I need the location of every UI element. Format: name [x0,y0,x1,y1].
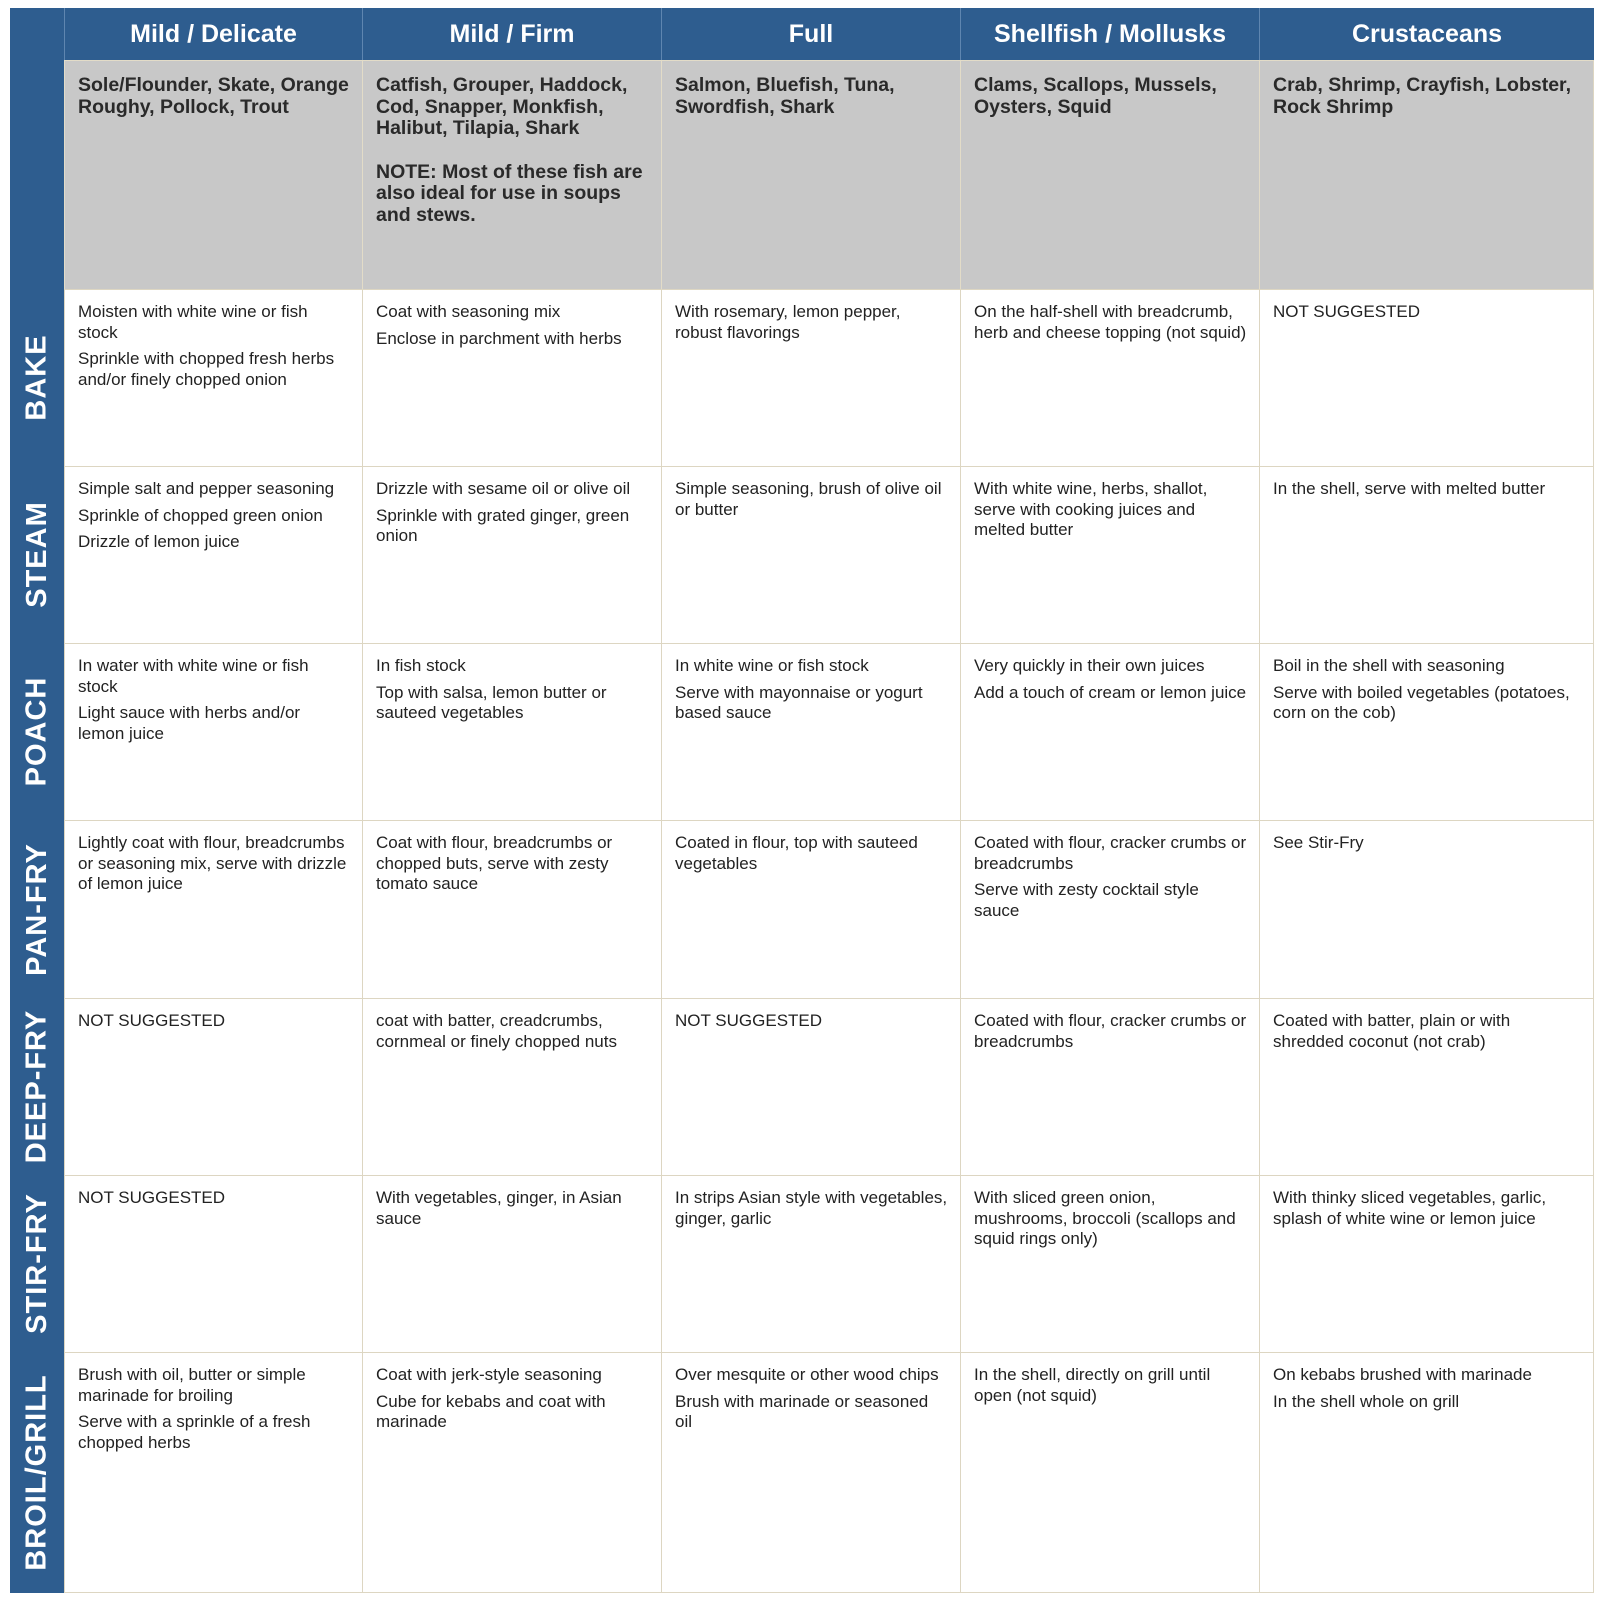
cell-line: Simple salt and pepper seasoning [78,479,335,498]
method-label-steam [10,466,64,643]
method-cell [960,466,1259,643]
method-cell [64,998,362,1175]
cell-line: Brush with oil, butter or simple marinade for broiling [78,1365,306,1405]
cell-line: With rosemary, lemon pepper, robust flavorings [675,302,901,342]
cell-line: Cube for kebabs and coat with marinade [376,1391,606,1431]
cell-line: With thinky sliced vegetables, garlic, splash of white wine or lemon juice [1273,1188,1547,1228]
method-cell [661,466,960,643]
method-cell [661,1175,960,1352]
column-header: Full [661,8,960,60]
column-header: Mild / Delicate [64,8,362,60]
cell-line: With white wine, herbs, shallot, serve with cooking juices and melted butter [974,479,1208,539]
cell-line: NOT SUGGESTED [78,1188,226,1207]
cell-line: Drizzle with sesame oil or olive oil [376,479,631,498]
cell-line: Simple seasoning, brush of olive oil or butter [675,479,942,519]
cell-line: Coated with flour, cracker crumbs or breadcrumbs [974,833,1247,873]
method-cell [64,643,362,820]
method-label-bake [10,289,64,466]
cell-line: In the shell whole on grill [1273,1391,1460,1411]
method-cell [661,820,960,998]
column-header: Shellfish / Mollusks [960,8,1259,60]
method-cell [1259,998,1594,1175]
fish-list-cell [362,60,661,289]
cell-line: Coat with seasoning mix [376,302,561,321]
method-cell [362,1175,661,1352]
method-label-text: BROIL/GRILL [20,1374,53,1571]
fish-list-text: Crab, Shrimp, Crayfish, Lobster, Rock Shrimp [1273,74,1571,118]
fish-list-text: Salmon, Bluefish, Tuna, Swordfish, Shark [675,74,895,118]
cell-line: Brush with marinade or seasoned oil [675,1391,929,1431]
fish-list-cell [64,60,362,289]
column-header: Mild / Firm [362,8,661,60]
cell-line: Add a touch of cream or lemon juice [974,682,1247,702]
method-cell [1259,1175,1594,1352]
method-cell [362,820,661,998]
method-cell [64,289,362,466]
cell-line: Enclose in parchment with herbs [376,328,622,348]
method-cell [1259,466,1594,643]
method-cell [362,289,661,466]
method-cell [64,1175,362,1352]
cell-line: Light sauce with herbs and/or lemon juice [78,703,301,743]
method-label-text: DEEP-FRY [20,1009,53,1164]
cell-line: See Stir-Fry [1273,833,1364,852]
cell-line: In water with white wine or fish stock [78,656,309,696]
cell-line: Serve with boiled vegetables (potatoes, corn on the cob) [1273,682,1570,722]
cell-line: NOT SUGGESTED [78,1011,226,1030]
cell-line: Coat with jerk-style seasoning [376,1365,602,1384]
fish-list-cell [1259,60,1594,289]
method-cell [362,1352,661,1593]
cell-line: Sprinkle with chopped fresh herbs and/or finely chopped onion [78,349,335,389]
method-cell [661,998,960,1175]
cell-line: Sprinkle with grated ginger, green onion [376,505,630,545]
cell-line: Very quickly in their own juices [974,656,1205,675]
cell-line: Boil in the shell with seasoning [1273,656,1505,675]
cell-line: On kebabs brushed with marinade [1273,1365,1532,1384]
cell-line: In strips Asian style with vegetables, ginger, garlic [675,1188,948,1228]
method-cell [960,1352,1259,1593]
cell-line: Top with salsa, lemon butter or sauteed vegetables [376,682,607,722]
cell-line: Serve with a sprinkle of a fresh chopped herbs [78,1412,311,1452]
cell-line: Lightly coat with flour, breadcrumbs or seasoning mix, serve with drizzle of lemon juice [78,833,347,893]
cell-line: On the half-shell with breadcrumb, herb and cheese topping (not squid) [974,302,1247,342]
method-label-text: POACH [20,676,53,787]
fish-list-text: Clams, Scallops, Mussels, Oysters, Squid [974,74,1217,118]
cell-line: In fish stock [376,656,466,675]
column-header: Crustaceans [1259,8,1594,60]
cell-line: Sprinkle of chopped green onion [78,505,323,525]
method-cell [1259,820,1594,998]
fish-list-text: Sole/Flounder, Skate, Orange Roughy, Pollock, Trout [78,74,349,118]
method-label-text: BAKE [20,334,53,421]
method-cell [661,289,960,466]
table-bottom-border [64,1592,1594,1593]
cell-line: In the shell, directly on grill until open (not squid) [974,1365,1211,1405]
cell-line: coat with batter, creadcrumbs, cornmeal or finely chopped nuts [376,1011,617,1051]
cell-line: NOT SUGGESTED [1273,302,1421,321]
cell-line: NOT SUGGESTED [675,1011,823,1030]
method-cell [960,820,1259,998]
cell-line: Coat with flour, breadcrumbs or chopped buts, serve with zesty tomato sauce [376,833,613,893]
method-cell [64,820,362,998]
method-label-stir-fry [10,1175,64,1352]
method-cell [362,643,661,820]
method-cell [661,1352,960,1593]
method-label-text: PAN-FRY [20,842,53,976]
method-cell [64,1352,362,1593]
method-cell [960,289,1259,466]
method-cell [1259,643,1594,820]
fish-list-cell [960,60,1259,289]
cooking-method-chart [10,8,1595,1593]
cell-line: Over mesquite or other wood chips [675,1365,939,1384]
cell-line: In white wine or fish stock [675,656,869,675]
cell-line: Drizzle of lemon juice [78,532,240,551]
table-right-border [1593,60,1594,1593]
fish-list-text: Catfish, Grouper, Haddock, Cod, Snapper, Monkfish, Halibut, Tilapia, Shark [376,74,628,139]
cell-line: In the shell, serve with melted butter [1273,479,1546,498]
method-cell [960,1175,1259,1352]
method-cell [960,998,1259,1175]
method-cell [661,643,960,820]
method-label-broil-grill [10,1352,64,1593]
cell-line: Coated in flour, top with sauteed vegetables [675,833,918,873]
method-label-poach [10,643,64,820]
cell-line: With sliced green onion, mushrooms, broccoli (scallops and squid rings only) [974,1188,1236,1248]
method-label-text: STIR-FRY [20,1193,53,1334]
method-label-pan-fry [10,820,64,998]
method-cell [1259,289,1594,466]
method-label-text: STEAM [20,501,53,608]
cell-line: Serve with zesty cocktail style sauce [974,880,1199,920]
cell-line: Coated with batter, plain or with shredded coconut (not crab) [1273,1011,1511,1051]
method-cell [64,466,362,643]
method-cell [1259,1352,1594,1593]
method-cell [960,643,1259,820]
cell-line: With vegetables, ginger, in Asian sauce [376,1188,622,1228]
fish-note: NOTE: Most of these fish are also ideal for use in soups and stews. [376,160,643,226]
method-cell [362,466,661,643]
cell-line: Coated with flour, cracker crumbs or breadcrumbs [974,1011,1247,1051]
method-label-deep-fry [10,998,64,1175]
cell-line: Serve with mayonnaise or yogurt based sauce [675,682,923,722]
method-cell [362,998,661,1175]
fish-list-cell [661,60,960,289]
cell-line: Moisten with white wine or fish stock [78,302,308,342]
